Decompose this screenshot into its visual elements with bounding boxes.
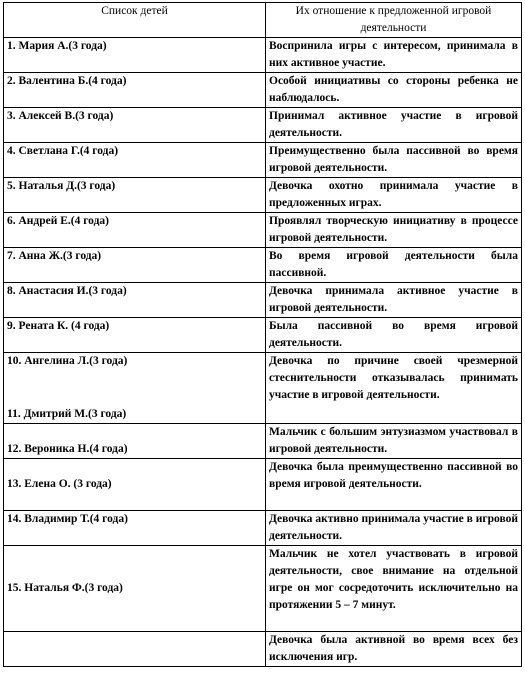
table-row	[4, 353, 522, 424]
child-name-group	[4, 353, 266, 424]
child-name: 15. Наталья Ф.(3 года)	[4, 546, 266, 632]
table-row	[4, 213, 522, 248]
child-name: 3. Алексей В.(3 года)	[4, 108, 266, 143]
child-attitude: Была пассивной во время игровой деятельности.	[266, 318, 522, 353]
child-name: 5. Наталья Д.(3 года)	[4, 178, 266, 213]
children-table	[3, 2, 522, 667]
child-name: 1. Мария А.(3 года)	[4, 38, 266, 73]
child-attitude: Воспринила игры с интересом, принимала в них активное участие.	[266, 38, 522, 73]
child-attitude: Девочка принимала активное участие в игровой деятельности.	[266, 283, 522, 318]
child-name: 8. Анастасия И.(3 года)	[4, 283, 266, 318]
table-row	[4, 283, 522, 318]
table-row	[4, 143, 522, 178]
child-attitude: Девочка была преимущественно пассивной во время игровой деятельности.	[266, 459, 522, 511]
child-name: 6. Андрей Е.(4 года)	[4, 213, 266, 248]
table-row	[4, 248, 522, 283]
table-row	[4, 73, 522, 108]
child-attitude: Принимал активное участие в игровой деятельности.	[266, 108, 522, 143]
table-row	[4, 178, 522, 213]
table-header-row	[4, 3, 522, 38]
child-name: 9. Рената К. (4 года)	[4, 318, 266, 353]
child-name: 4. Светлана Г.(4 года)	[4, 143, 266, 178]
header-attitude: Их отношение к предложенной игровой деятельности	[266, 3, 522, 38]
table-row	[4, 108, 522, 143]
child-attitude: Особой инициативы со стороны ребенка не наблюдалось.	[266, 73, 522, 108]
child-attitude: Девочка была активной во время всех без исключения игр.	[266, 632, 522, 667]
child-name: 13. Елена О. (3 года)	[4, 459, 266, 511]
child-name: 14. Владимир Т.(4 года)	[4, 511, 266, 546]
child-name: 12. Вероника Н.(4 года)	[4, 424, 266, 459]
header-children-list: Список детей	[4, 3, 266, 38]
child-attitude: Девочка охотно принимала участие в предложенных играх.	[266, 178, 522, 213]
table-row	[4, 424, 522, 459]
child-attitude: Девочка активно принимала участие в игровой деятельности.	[266, 511, 522, 546]
table-row	[4, 632, 522, 667]
child-name: 11. Дмитрий М.(3 года)	[7, 408, 127, 420]
table-row	[4, 38, 522, 73]
table-row	[4, 459, 522, 511]
child-attitude: Во время игровой деятельности была пассивной.	[266, 248, 522, 283]
child-name	[4, 632, 266, 667]
child-name: 10. Ангелина Л.(3 года)	[7, 355, 128, 367]
child-name: 2. Валентина Б.(4 года)	[4, 73, 266, 108]
child-attitude: Девочка по причине своей чрезмерной стеснительности отказывалась принимать участие в игровой деятельности.	[266, 353, 522, 424]
child-attitude: Проявлял творческую инициативу в процессе игровой деятельности.	[266, 213, 522, 248]
table-row	[4, 511, 522, 546]
child-attitude: Преимущественно была пассивной во время игровой деятельности.	[266, 143, 522, 178]
child-attitude: Мальчик не хотел участвовать в игровой деятельности, свое внимание на отдельной игре он мог сосредоточить исключительно на протяжении 5 – 7 минут.	[266, 546, 522, 632]
child-name: 7. Анна Ж.(3 года)	[4, 248, 266, 283]
child-attitude: Мальчик с большим энтузиазмом участвовал в игровой деятельности.	[266, 424, 522, 459]
table-row	[4, 318, 522, 353]
table-row	[4, 546, 522, 632]
